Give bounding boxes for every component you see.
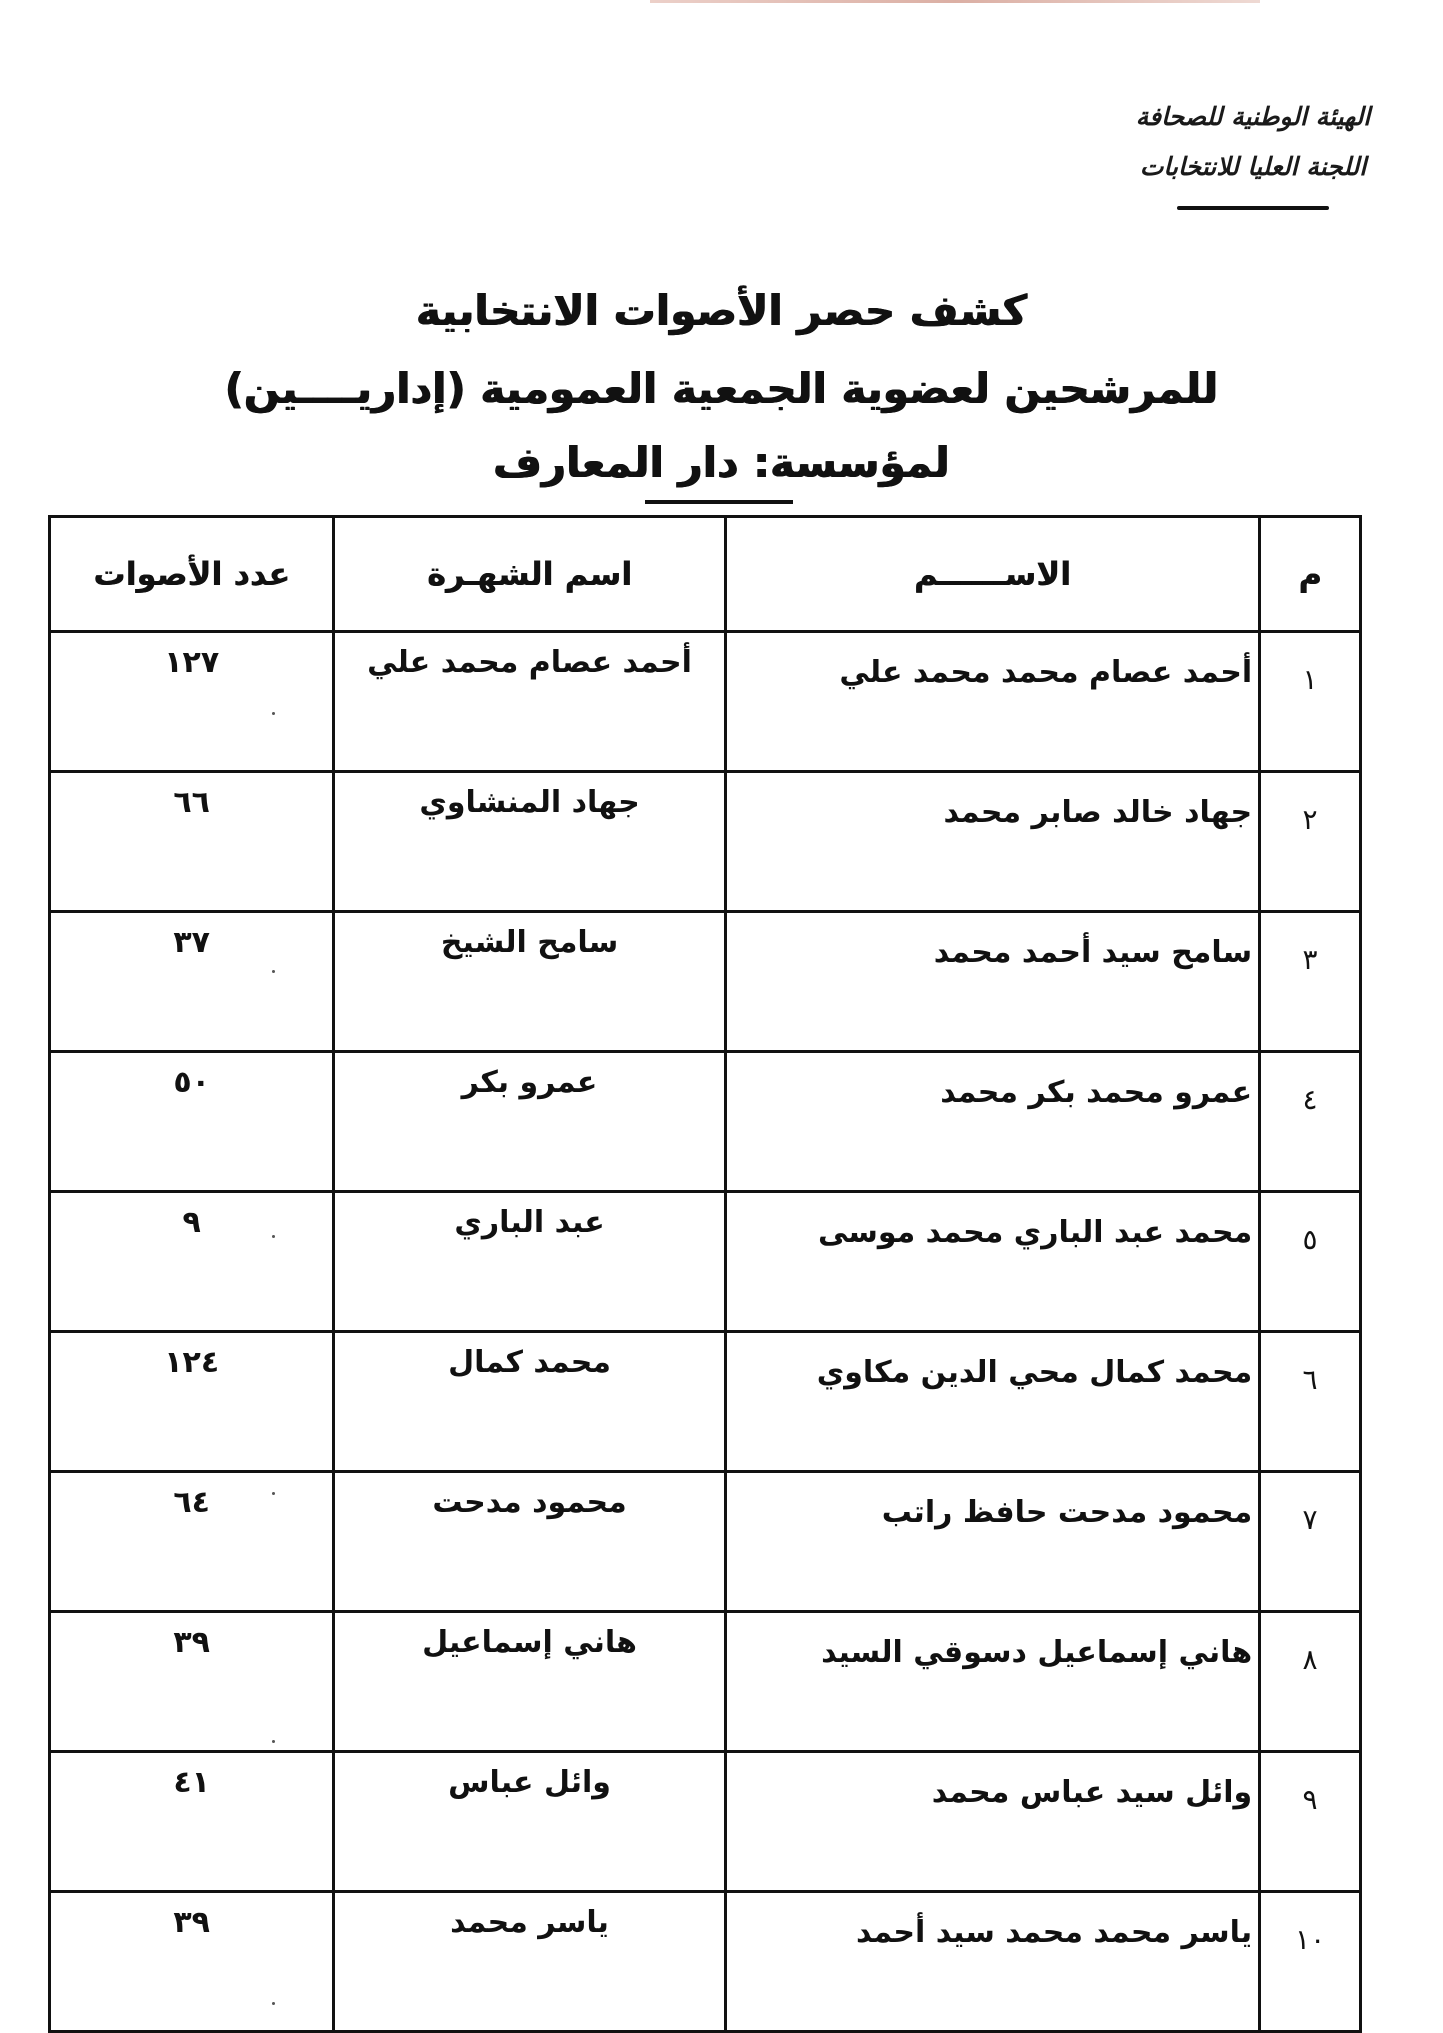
- vote-count: ٣٧: [50, 912, 334, 1052]
- vote-count: ٦٤: [50, 1472, 334, 1612]
- row-index: ٥: [1260, 1192, 1361, 1332]
- row-index: ١: [1260, 632, 1361, 772]
- table-body: [50, 632, 1361, 2032]
- scan-artifact-line: [650, 0, 1260, 3]
- row-index: ١٠: [1260, 1892, 1361, 2032]
- row-index: ٧: [1260, 1472, 1361, 1612]
- table-row: [50, 1472, 1361, 1612]
- row-index: ٨: [1260, 1612, 1361, 1752]
- table-row: [50, 1332, 1361, 1472]
- candidate-full-name: هاني إسماعيل دسوقي السيد: [725, 1612, 1259, 1752]
- candidate-known-name: جهاد المنشاوي: [334, 772, 725, 912]
- column-header-index: م: [1260, 517, 1361, 632]
- table-row: [50, 912, 1361, 1052]
- table-header-row: [50, 517, 1361, 632]
- candidate-known-name: وائل عباس: [334, 1752, 725, 1892]
- document-title: [0, 270, 1443, 500]
- title-line-1: كشف حصر الأصوات الانتخابية: [415, 286, 1028, 335]
- table-row: [50, 1192, 1361, 1332]
- candidate-full-name: وائل سيد عباس محمد: [725, 1752, 1259, 1892]
- row-index: ٤: [1260, 1052, 1361, 1192]
- column-header-full-name: الاســــــم: [725, 517, 1259, 632]
- candidate-full-name: محمد كمال محي الدين مكاوي: [725, 1332, 1259, 1472]
- row-index: ٢: [1260, 772, 1361, 912]
- table-row: [50, 1052, 1361, 1192]
- institution-line: [0, 426, 1443, 500]
- candidate-full-name: محمد عبد الباري محمد موسى: [725, 1192, 1259, 1332]
- vote-count: ٦٦: [50, 772, 334, 912]
- vote-count: ١٢٧: [50, 632, 334, 772]
- scan-speck: [272, 1492, 275, 1495]
- row-index: ٦: [1260, 1332, 1361, 1472]
- scan-speck: [272, 1740, 275, 1743]
- candidate-known-name: هاني إسماعيل: [334, 1612, 725, 1752]
- candidate-known-name: أحمد عصام محمد علي: [334, 632, 725, 772]
- table-row: [50, 1892, 1361, 2032]
- vote-count: ٩: [50, 1192, 334, 1332]
- institution-underline: [645, 500, 793, 504]
- scan-speck: [272, 1235, 275, 1238]
- candidate-known-name: عبد الباري: [334, 1192, 725, 1332]
- candidate-known-name: ياسر محمد: [334, 1892, 725, 2032]
- table-row: [50, 772, 1361, 912]
- title-line-2: للمرشحين لعضوية الجمعية العمومية (إداريــــين): [224, 364, 1219, 413]
- vote-count: ٥٠: [50, 1052, 334, 1192]
- candidate-full-name: عمرو محمد بكر محمد: [725, 1052, 1259, 1192]
- committee-name: اللجنة العليا للانتخابات: [1139, 152, 1367, 181]
- table-row: [50, 1612, 1361, 1752]
- scan-speck: [272, 712, 275, 715]
- candidate-full-name: جهاد خالد صابر محمد: [725, 772, 1259, 912]
- candidate-full-name: سامح سيد أحمد محمد: [725, 912, 1259, 1052]
- candidate-known-name: عمرو بكر: [334, 1052, 725, 1192]
- scan-speck: [272, 2002, 275, 2005]
- row-index: ٩: [1260, 1752, 1361, 1892]
- vote-tally-table: [48, 515, 1362, 2033]
- vote-count: ٤١: [50, 1752, 334, 1892]
- table-row: [50, 1752, 1361, 1892]
- candidate-full-name: أحمد عصام محمد محمد علي: [725, 632, 1259, 772]
- institution-label: لمؤسسة:: [753, 438, 950, 487]
- row-index: ٣: [1260, 912, 1361, 1052]
- candidate-known-name: محمد كمال: [334, 1332, 725, 1472]
- candidate-known-name: سامح الشيخ: [334, 912, 725, 1052]
- candidate-known-name: محمود مدحت: [334, 1472, 725, 1612]
- organization-header: [1103, 92, 1403, 210]
- table-row: [50, 632, 1361, 772]
- column-header-votes: عدد الأصوات: [50, 517, 334, 632]
- vote-count: ٣٩: [50, 1892, 334, 2032]
- candidate-full-name: ياسر محمد محمد سيد أحمد: [725, 1892, 1259, 2032]
- vote-count: ٣٩: [50, 1612, 334, 1752]
- scan-speck: [272, 970, 275, 973]
- vote-count: ١٢٤: [50, 1332, 334, 1472]
- institution-name: دار المعارف: [493, 438, 739, 487]
- header-underline: [1177, 206, 1329, 210]
- column-header-known-name: اسم الشهـرة: [334, 517, 725, 632]
- organization-name: الهيئة الوطنية للصحافة: [1135, 102, 1371, 131]
- candidate-full-name: محمود مدحت حافظ راتب: [725, 1472, 1259, 1612]
